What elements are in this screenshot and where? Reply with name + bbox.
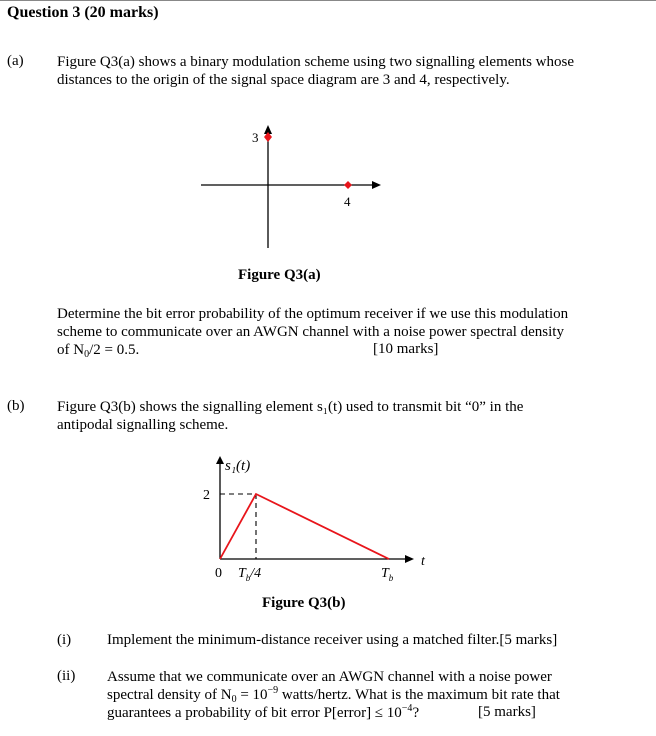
sub-ii-line2: spectral density of $N_0 = 10^{-9}$ watts/hertz. What is the maximum bit rate that	[107, 685, 560, 705]
horizontal-axis-arrow	[372, 181, 381, 189]
sub-ii-line1: Assume that we communicate over an AWGN channel with a noise power	[107, 669, 552, 685]
origin-label: 0	[215, 566, 222, 581]
part-a-intro-line1: Figure Q3(a) shows a binary modulation scheme using two signalling elements whose	[57, 54, 574, 70]
signal-waveform-diagram	[195, 450, 445, 585]
part-a-intro	[57, 53, 574, 89]
part-a-task-line3: of $N_0/2 = 0.5$.	[57, 342, 140, 360]
part-a-marks: [10 marks]	[373, 341, 439, 357]
point-3-label: 3	[252, 130, 259, 145]
x-axis-label: t	[421, 554, 425, 569]
figure-q3a-caption: Figure Q3(a)	[238, 267, 321, 283]
tick-tb-label: $T_b$	[381, 566, 394, 583]
part-b-intro-line1: Figure Q3(b) shows the signalling element s₁(t) used to transmit bit “0” in the	[57, 399, 524, 415]
sub-ii-line3: guarantees a probability of bit error P[error] ≤ $10^{-4}$?	[107, 703, 420, 721]
waveform-y-axis-arrow	[216, 456, 224, 464]
part-b-intro	[57, 398, 523, 434]
sub-ii-marks: [5 marks]	[478, 704, 536, 720]
figure-q3b-caption: Figure Q3(b)	[262, 595, 346, 611]
part-b-label: (b)	[7, 398, 25, 414]
sub-ii-label: (ii)	[57, 668, 76, 684]
y-axis-label: s₁(t)	[225, 458, 251, 474]
part-a-task-line2: scheme to communicate over an AWGN channel with a noise power spectral density	[57, 324, 564, 340]
signal-point-4	[344, 181, 352, 189]
waveform-x-axis-arrow	[405, 555, 414, 563]
top-rule	[0, 0, 656, 1]
sub-i-label: (i)	[57, 632, 72, 648]
point-4-label: 4	[344, 194, 351, 209]
question-title: Question 3 (20 marks)	[7, 4, 159, 21]
part-a-task	[57, 305, 568, 359]
tick-tb4-label: $T_b/4$	[238, 566, 262, 583]
peak-value-label: 2	[203, 488, 210, 503]
sub-i-text: Implement the minimum-distance receiver using a matched filter.[5 marks]	[107, 632, 558, 648]
part-b-intro-line2: antipodal signalling scheme.	[57, 417, 229, 433]
signal-s1-waveform	[220, 494, 389, 559]
signal-space-diagram	[195, 125, 395, 255]
part-a-task-line1: Determine the bit error probability of the optimum receiver if we use this modulation	[57, 306, 569, 322]
part-a-intro-line2: distances to the origin of the signal space diagram are 3 and 4, respectively.	[57, 72, 510, 88]
part-a-label: (a)	[7, 53, 24, 69]
